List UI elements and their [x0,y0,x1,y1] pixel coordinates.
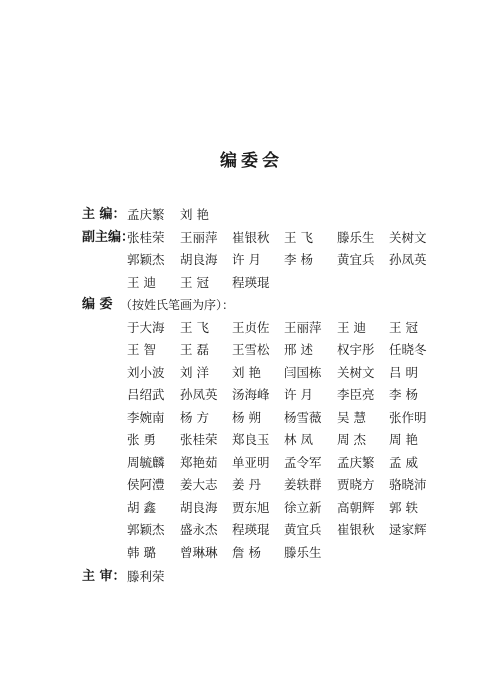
name-row [0,473,503,497]
member-name: 王雪松 [232,342,270,357]
member-name: 任晓冬 [389,342,427,357]
name-row [0,316,503,340]
member-name: 李臣亮 [337,387,375,402]
member-name: 许 月 [284,387,313,402]
member-name: 姜大志 [180,477,218,492]
name-row [0,226,503,250]
member-name: 王 冠 [180,274,209,290]
member-name: 姜轶群 [284,477,322,492]
member-name: 许 月 [232,252,261,267]
member-name: 王 迪 [337,319,366,335]
name-row [0,496,503,520]
member-name: 孙凤英 [180,387,218,402]
member-name: 孙凤英 [389,252,427,267]
member-name: 崔银秋 [337,522,375,537]
member-name: 胡良海 [180,499,218,515]
member-name: 林 凤 [284,432,313,447]
member-name: 王丽萍 [284,319,322,335]
member-name: 郭颖杰 [127,252,165,267]
member-name: 周毓麟 [127,454,165,470]
member-name: 孟令军 [284,454,322,470]
name-row [0,383,503,407]
member-name: 刘 艳 [180,207,209,222]
name-row [0,361,503,385]
member-name: 关树文 [337,364,375,380]
member-name: 黄宜兵 [337,252,375,267]
name-row [0,518,503,542]
member-name: 滕乐生 [284,544,322,560]
member-name: 孟庆繁 [127,207,165,222]
member-name: 侯阿澧 [127,477,165,492]
member-name: 杨 方 [180,409,209,425]
committee-order-note: （按姓氏笔画为序）： [120,298,235,312]
member-name: 韩 璐 [127,544,156,560]
member-name: 周 艳 [389,432,418,447]
member-name: 高朝辉 [337,499,375,515]
member-name: 王 迪 [127,274,156,290]
member-name: 姜 丹 [232,477,261,492]
chief-editor-label: 主 编： [82,207,126,222]
member-name: 吕 明 [389,364,418,380]
member-name: 单亚明 [232,454,270,470]
name-row [0,406,503,430]
name-row [0,203,503,227]
member-name: 刘小波 [127,364,165,380]
name-row [0,293,503,317]
member-name: 胡 鑫 [127,499,156,515]
name-row [0,451,503,475]
member-name: 徐立新 [284,499,322,515]
member-name: 曾琳琳 [180,544,218,560]
member-name: 刘 艳 [232,364,261,380]
member-name: 孟庆繁 [337,454,375,470]
member-name: 刘 洋 [180,364,209,380]
member-name: 张桂荣 [180,432,218,447]
member-name: 张 勇 [127,432,156,447]
member-name: 汤海峰 [232,387,270,402]
reviewer-label: 主 审： [82,569,126,584]
name-row [0,338,503,362]
member-name: 逯家辉 [389,522,427,537]
member-name: 吴 慧 [337,409,366,425]
member-name: 闫国栋 [284,364,322,380]
member-name: 张桂荣 [127,229,165,245]
member-name: 胡良海 [180,252,218,267]
member-name: 李 杨 [284,252,313,267]
member-name: 邢 述 [284,342,313,357]
member-name: 张作明 [389,409,427,425]
member-name: 王 飞 [284,229,313,245]
member-name: 王贞佐 [232,319,270,335]
member-name: 郑良玉 [232,432,270,447]
member-name: 杨雪薇 [284,409,322,425]
page-title: 编委会 [220,151,283,171]
member-name: 王丽萍 [180,229,218,245]
name-row [0,541,503,565]
member-name: 郭颖杰 [127,522,165,537]
member-name: 孟 威 [389,454,418,470]
member-name: 程瑛琨 [232,522,270,537]
member-name: 关树文 [389,229,427,245]
member-name: 黄宜兵 [284,522,322,537]
name-row [0,565,503,589]
member-name: 吕绍武 [127,387,165,402]
member-name: 贾晓方 [337,477,375,492]
member-name: 李 杨 [389,387,418,402]
committee-label: 编 委 [82,297,113,312]
member-name: 郭 轶 [389,499,418,515]
member-name: 盛永杰 [180,522,218,537]
name-row [0,428,503,452]
member-name: 贾东旭 [232,499,270,515]
member-name: 周 杰 [337,432,366,447]
member-name: 滕乐生 [337,229,375,245]
name-row [0,271,503,295]
member-name: 王 磊 [180,342,209,357]
member-name: 滕利荣 [127,569,165,584]
member-name: 骆晓沛 [389,477,427,492]
member-name: 王 智 [127,342,156,357]
member-name: 郑艳茹 [180,454,218,470]
member-name: 詹 杨 [232,544,261,560]
member-name: 王 冠 [389,319,418,335]
member-name: 程瑛琨 [232,274,270,290]
member-name: 杨 朔 [232,409,261,425]
member-name: 权宇彤 [337,342,375,357]
member-name: 于大海 [127,319,165,335]
deputy-editor-label: 副主编： [82,229,135,245]
member-name: 李婉南 [127,409,165,425]
name-row [0,248,503,272]
member-name: 崔银秋 [232,229,270,245]
member-name: 王 飞 [180,319,209,335]
